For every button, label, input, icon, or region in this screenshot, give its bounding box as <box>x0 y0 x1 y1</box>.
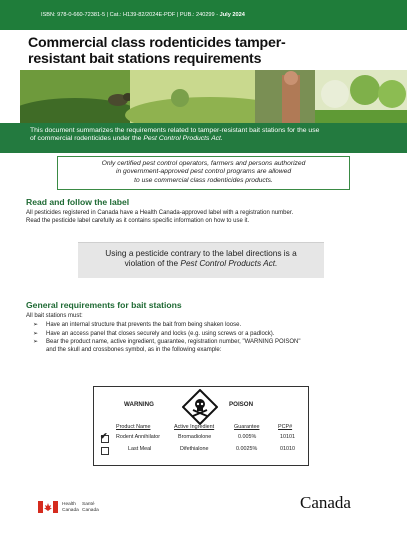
catalogue-number: Cat.: H139-82/2024E-PDF <box>109 12 176 18</box>
bait-station-label-example <box>93 386 309 466</box>
arrow-bullet-icon: ➢ <box>33 339 39 346</box>
check-icon: ✔ <box>100 431 108 441</box>
list-item: ➢ Bear the product name, active ingredient, guarantee, registration number, "WARNING POISON" <box>33 339 301 346</box>
pcp-number: 10101 <box>280 434 295 440</box>
list-item-continuation: and the skull and crossbones symbol, as in the following example: <box>46 346 222 353</box>
requirements-list <box>33 322 373 355</box>
label-warning: WARNING <box>124 401 154 408</box>
list-item: ➢ Have an access panel that closes securely and locks (e.g. using screws or a padlock). <box>33 330 275 337</box>
active-ingredient: Difethialone <box>180 446 209 452</box>
publication-date: July 2024 <box>219 12 245 18</box>
publication-number: PUB.: 240299 <box>179 12 215 18</box>
publication-info: ISBN: 978-0-660-72381-5 | Cat.: H139-82/2024E-PDF | PUB.: 240299 - July 2024 <box>41 12 245 18</box>
arrow-bullet-icon: ➢ <box>33 322 39 328</box>
list-item: ➢ Have an internal structure that prevents the bait from being shaken loose. <box>33 322 242 328</box>
guarantee: 0.0025% <box>236 446 258 452</box>
product-name: Last Meal <box>128 446 152 452</box>
authorization-notice: Only certified pest control operators, farmers and persons authorized in government-approved pest control programs are allowed to use commercial class rodenticides products. <box>57 156 350 190</box>
product-name: Rodent Annihilator <box>116 434 161 440</box>
health-canada-en: Health Canada <box>62 502 79 513</box>
col-header-pcp: PCP# <box>278 424 293 430</box>
isbn: ISBN: 978-0-660-72381-5 <box>41 12 106 18</box>
summary-strip <box>0 123 407 153</box>
sante-canada-fr: Santé Canada <box>82 502 99 513</box>
header-photo-banner <box>20 70 407 126</box>
arrow-bullet-icon: ➢ <box>33 330 39 337</box>
label-poison: POISON <box>229 401 254 408</box>
skull-crossbones-icon <box>182 389 218 425</box>
section-heading-read-label: Read and follow the label <box>26 197 130 207</box>
act-name: Pest Control Products Act. <box>180 258 278 269</box>
checkbox-unchecked <box>101 447 109 455</box>
title-box <box>20 31 360 73</box>
farm-orchard-illustration <box>20 70 407 126</box>
canada-wordmark: Canada <box>300 493 351 512</box>
publication-bar <box>0 0 407 30</box>
requirements-intro: All bait stations must: <box>26 313 83 319</box>
section-read-label-text: All pesticides registered in Canada have a Health Canada-approved label with a registration number. Read the pesticide label carefully as it contains specific information on how to use it. <box>26 210 294 224</box>
summary-text: This document summarizes the requirements related to tamper-resistant bait stations for the use of commercial rodenticides under the Pest Control Products Act. <box>30 127 320 143</box>
active-ingredient: Bromadiolone <box>178 434 212 440</box>
violation-warning: Using a pesticide contrary to the label directions is a violation of the Pest Control Products Act. <box>78 242 324 278</box>
canada-flag-icon <box>38 501 58 513</box>
section-heading-general-requirements: General requirements for bait stations <box>26 300 182 310</box>
col-header-ingredient: Active Ingredient <box>174 424 215 430</box>
col-header-product: Product Name <box>116 424 151 430</box>
guarantee: 0.005% <box>238 434 257 440</box>
col-header-guarantee: Guarantee <box>234 424 260 430</box>
pcp-number: 01010 <box>280 446 295 452</box>
page-title: Commercial class rodenticides tamper- resistant bait stations requirements <box>28 35 286 67</box>
act-name: Pest Control Products Act. <box>143 135 223 143</box>
